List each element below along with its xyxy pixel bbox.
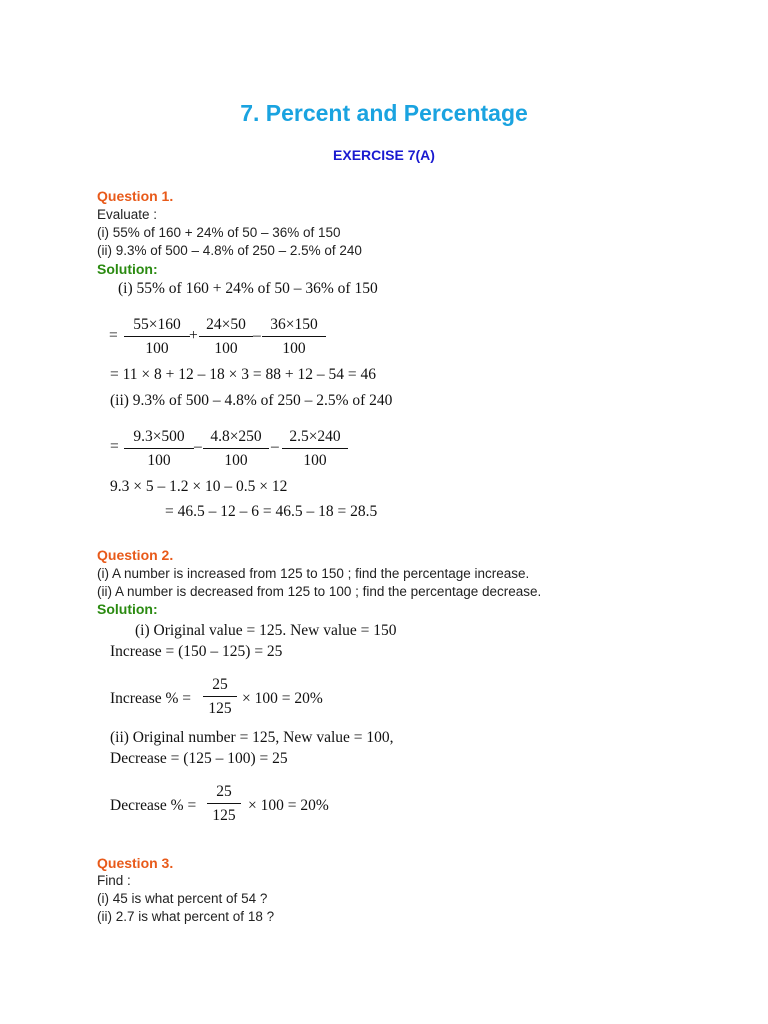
question-1-line: Evaluate : [97,207,158,222]
fraction-denominator: 100 [303,452,327,469]
fraction-numerator: 55×160 [133,316,181,333]
equals-sign: = [110,438,119,455]
fraction-numerator: 2.5×240 [289,428,341,445]
question-3-line: (ii) 2.7 is what percent of 18 ? [97,909,275,924]
fraction [124,428,194,470]
fraction [203,428,269,470]
fraction-denominator: 100 [147,452,171,469]
fraction-bar [207,803,241,804]
plus-sign: + [189,327,198,344]
question-3-heading: Question 3. [97,855,174,871]
fraction [282,428,348,470]
solution-2-step: Increase = (150 – 125) = 25 [110,643,283,660]
fraction-numerator: 25 [216,783,232,800]
solution-2-heading: Solution: [97,601,158,617]
minus-sign: – [253,327,261,344]
question-2-line: (i) A number is increased from 125 to 150 ; find the percentage increase. [97,566,530,581]
decrease-percent-result: × 100 = 20% [248,797,329,814]
equals-sign: = [109,327,118,344]
solution-1-step: = 46.5 – 12 – 6 = 46.5 – 18 = 28.5 [165,503,378,520]
fraction-bar [124,448,194,449]
fraction-denominator: 125 [212,807,236,824]
fraction [207,783,241,825]
question-2-line: (ii) A number is decreased from 125 to 100 ; find the percentage decrease. [97,584,542,599]
exercise-heading: EXERCISE 7(A) [333,147,435,163]
fraction-numerator: 36×150 [270,316,318,333]
solution-1-heading: Solution: [97,261,158,277]
question-3-line: (i) 45 is what percent of 54 ? [97,891,268,906]
solution-1-step: (i) 55% of 160 + 24% of 50 – 36% of 150 [118,280,378,297]
solution-2-step: (ii) Original number = 125, New value = 100, [110,729,394,746]
fraction-numerator: 4.8×250 [210,428,262,445]
fraction [262,316,326,358]
decrease-percent-label: Decrease % = [110,797,197,814]
fraction-bar [199,336,253,337]
fraction-bar [262,336,326,337]
increase-percent-label: Increase % = [110,690,192,707]
minus-sign: – [194,438,202,455]
solution-2-step: Decrease = (125 – 100) = 25 [110,750,288,767]
minus-sign: – [271,438,279,455]
page-title: 7. Percent and Percentage [240,100,528,126]
fraction-bar [282,448,348,449]
question-3-line: Find : [97,873,131,888]
fraction-numerator: 24×50 [206,316,246,333]
question-1-heading: Question 1. [97,188,174,204]
solution-1-step: = 11 × 8 + 12 – 18 × 3 = 88 + 12 – 54 = 46 [110,366,376,383]
solution-1-step: 9.3 × 5 – 1.2 × 10 – 0.5 × 12 [110,478,288,495]
fraction-numerator: 25 [212,676,228,693]
fraction-bar [203,696,237,697]
fraction-numerator: 9.3×500 [133,428,185,445]
solution-2-step: (i) Original value = 125. New value = 150 [135,622,397,639]
fraction [199,316,253,358]
solution-1-step: (ii) 9.3% of 500 – 4.8% of 250 – 2.5% of 240 [110,392,393,409]
question-1-line: (i) 55% of 160 + 24% of 50 – 36% of 150 [97,225,341,240]
fraction [124,316,190,358]
fraction-denominator: 100 [282,340,306,357]
fraction [203,676,237,718]
question-1-line: (ii) 9.3% of 500 – 4.8% of 250 – 2.5% of 240 [97,243,362,258]
fraction-denominator: 125 [208,700,232,717]
fraction-denominator: 100 [224,452,248,469]
fraction-bar [203,448,269,449]
fraction-bar [124,336,190,337]
fraction-denominator: 100 [145,340,169,357]
question-2-heading: Question 2. [97,547,174,563]
fraction-denominator: 100 [214,340,238,357]
increase-percent-result: × 100 = 20% [242,690,323,707]
